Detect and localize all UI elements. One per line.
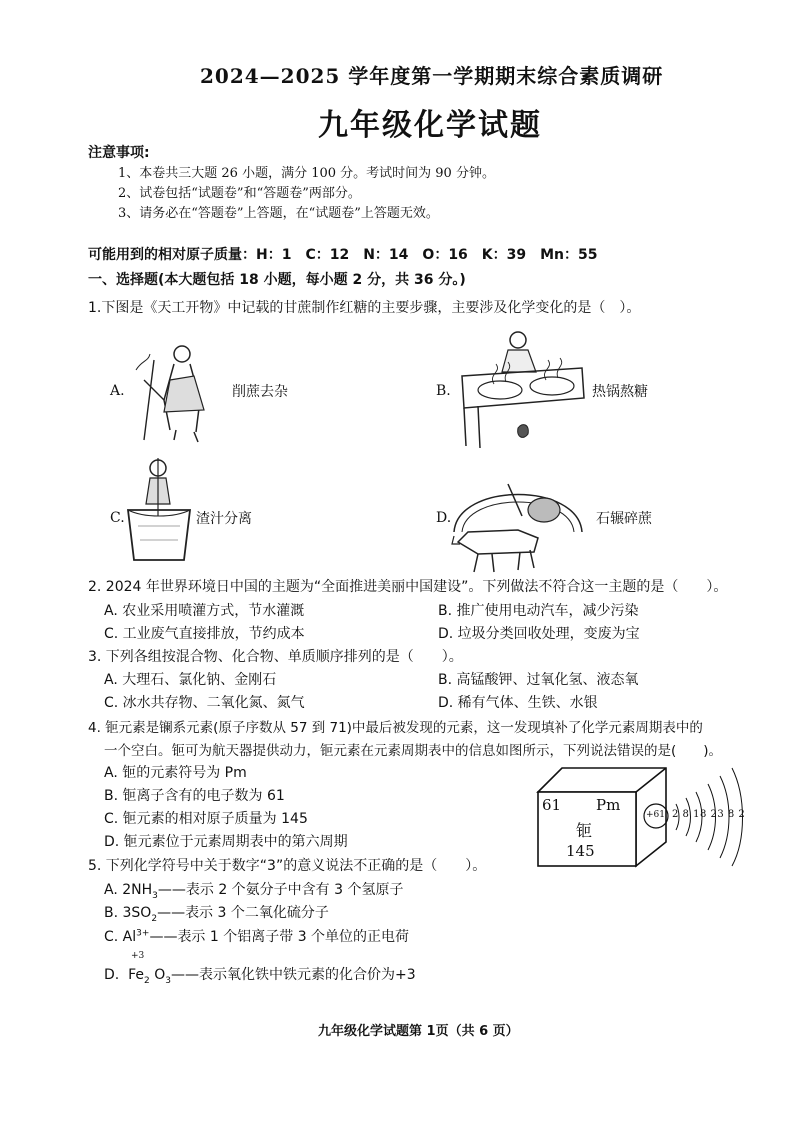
section-heading: 一、选择题(本大题包括 18 小题，每小题 2 分，共 36 分。) xyxy=(88,272,466,288)
stone-roller-illustration xyxy=(448,472,588,577)
q5-option-c-superscript: 3+ xyxy=(136,928,150,939)
question-3-stem: 3. 下列各组按混合物、化合物、单质顺序排列的是（ ）。 xyxy=(88,649,463,665)
q3-option-c: C. 冰水共存物、二氧化氮、氮气 xyxy=(104,695,305,711)
notes-item-2: 2、试卷包括“试题卷”和“答题卷”两部分。 xyxy=(118,186,361,201)
exam-title: 2024—2025 学年度第一学期期末综合素质调研 xyxy=(200,64,664,88)
q5-option-d-fe: Fe xyxy=(128,967,145,983)
q5-option-d-letter: D. xyxy=(104,967,120,983)
q5-option-d-o-subscript: 3 xyxy=(165,975,171,986)
element-atomic-number: 61 xyxy=(542,796,562,814)
question-5-stem: 5. 下列化学符号中关于数字“3”的意义说法不正确的是（ ）。 xyxy=(88,858,487,874)
q5-option-d-o: O xyxy=(154,967,166,983)
q5-option-b-text: ——表示 3 个二氧化硫分子 xyxy=(157,905,329,921)
question-2-stem: 2. 2024 年世界环境日中国的主题为“全面推进美丽中国建设”。下列做法不符合这一主题的是（ ）。 xyxy=(88,579,728,595)
q5-option-d-fe-subscript: 2 xyxy=(144,975,150,986)
element-atomic-mass: 145 xyxy=(566,842,595,860)
q4-option-d: D. 钷元素位于元素周期表中的第六周期 xyxy=(104,834,348,850)
q2-option-c: C. 工业废气直接排放，节约成本 xyxy=(104,626,305,642)
q3-option-d: D. 稀有气体、生铁、水银 xyxy=(438,695,598,711)
notes-heading: 注意事项: xyxy=(88,145,150,161)
q5-option-a-subscript: 3 xyxy=(152,890,158,901)
page-footer: 九年级化学试题第 1页（共 6 页） xyxy=(318,1024,519,1039)
atomic-structure-diagram xyxy=(640,760,780,870)
q4-option-a: A. 钷的元素符号为 Pm xyxy=(104,765,247,781)
q1-option-d-label: 石辗碎蔗 xyxy=(596,511,652,527)
electron-shells: 2 8 18 23 8 2 xyxy=(672,809,746,820)
q3-option-a: A. 大理石、氯化钠、金刚石 xyxy=(104,672,277,688)
q5-option-b xyxy=(104,902,329,924)
q2-option-a: A. 农业采用喷灌方式，节水灌溉 xyxy=(104,603,305,619)
q5-option-b-subscript: 2 xyxy=(151,913,158,924)
q5-option-d-valence: +3 xyxy=(131,951,145,961)
q4-option-c: C. 钷元素的相对原子质量为 145 xyxy=(104,811,308,827)
element-symbol: Pm xyxy=(596,796,621,814)
q5-option-c-text: ——表示 1 个铝离子带 3 个单位的正电荷 xyxy=(149,929,410,945)
q2-option-d: D. 垃圾分类回收处理，变废为宝 xyxy=(438,626,640,642)
q4-option-b: B. 钷离子含有的电子数为 61 xyxy=(104,788,285,804)
q1-option-a-label: 削蔗去杂 xyxy=(232,384,288,400)
q5-option-a-text: ——表示 2 个氨分子中含有 3 个氢原子 xyxy=(157,882,404,898)
q5-option-d-text: ——表示氧化铁中铁元素的化合价为+3 xyxy=(171,967,416,983)
q1-option-a-letter: A. xyxy=(110,383,125,399)
question-1-stem: 1.下图是《天工开物》中记载的甘蔗制作红糖的主要步骤，主要涉及化学变化的是（ ）。 xyxy=(88,300,641,316)
atomic-masses: 可能用到的相对原子质量：H：1 C：12 N：14 O：16 K：39 Mn：55 xyxy=(88,247,598,263)
q5-option-c-formula: C. Al xyxy=(104,929,137,945)
q2-option-b: B. 推广使用电动汽车，减少污染 xyxy=(438,603,639,619)
nucleus-charge: +61 xyxy=(646,810,665,820)
exam-subtitle: 九年级化学试题 xyxy=(318,108,542,143)
q1-option-b-label: 热锅熬糖 xyxy=(592,384,648,400)
q5-option-b-formula: B. 3SO xyxy=(104,905,152,921)
notes-item-1: 1、本卷共三大题 26 小题，满分 100 分。考试时间为 90 分钟。 xyxy=(118,166,495,181)
q5-option-a xyxy=(104,879,404,901)
element-name: 钷 xyxy=(576,821,593,840)
boiling-sugar-illustration xyxy=(458,328,588,453)
q1-option-d-letter: D. xyxy=(436,510,452,526)
notes-item-3: 3、请务必在“答题卷”上答题，在“试题卷”上答题无效。 xyxy=(118,206,439,221)
q5-option-d xyxy=(104,964,416,986)
juice-separation-illustration xyxy=(124,456,194,566)
q5-option-c xyxy=(104,926,409,946)
q3-option-b: B. 高锰酸钾、过氧化氢、液态氧 xyxy=(438,672,639,688)
sugarcane-peeling-illustration xyxy=(134,340,229,445)
q1-option-c-label: 渣汁分离 xyxy=(196,511,252,527)
question-4-stem-line-2: 一个空白。钷可为航天器提供动力，钷元素在元素周期表中的信息如图所示，下列说法错误的是( )。 xyxy=(104,743,723,759)
q1-option-b-letter: B. xyxy=(436,383,451,399)
question-4-stem-line-1: 4. 钷元素是镧系元素(原子序数从 57 到 71)中最后被发现的元素，这一发现填补了化学元素周期表中的 xyxy=(88,720,703,736)
q5-option-a-formula: A. 2NH xyxy=(104,882,153,898)
q1-option-c-letter: C. xyxy=(110,510,125,526)
